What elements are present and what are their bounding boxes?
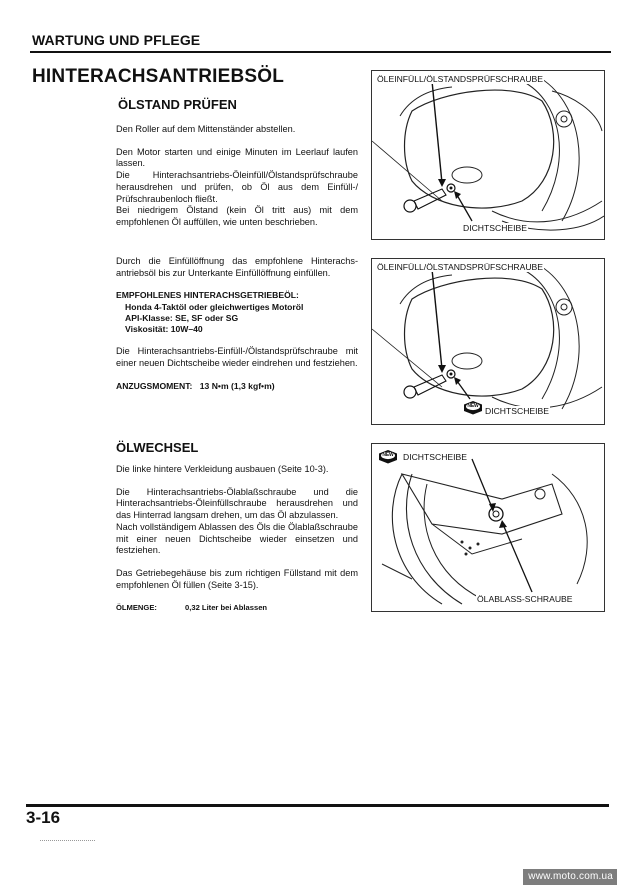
- oil-capacity-spec: [116, 602, 358, 614]
- figure-label-drain-bolt: ÖLABLASS-SCHRAUBE: [477, 594, 573, 604]
- footer-faint-mark: [40, 840, 95, 843]
- figure-fill-screw: [371, 70, 605, 240]
- figure-label-washer: DICHTSCHEIBE: [463, 223, 527, 233]
- oil-change-text-block: [116, 464, 358, 614]
- oil-level-text-block-1: [116, 124, 358, 229]
- scooter-illustration: [372, 71, 604, 239]
- recommended-oil-line: Viskosität: 10W–40: [125, 324, 203, 335]
- paragraph: Den Motor starten und einige Minuten im Leerlauf laufen lassen.: [116, 146, 358, 169]
- capacity-label: ÖLMENGE:: [116, 603, 157, 613]
- torque-spec: [116, 381, 358, 392]
- new-part-badge-text: NEW: [382, 452, 394, 458]
- recommended-oil-line: API-Klasse: SE, SF oder SG: [125, 312, 239, 323]
- recommended-oil-line: Honda 4-Taktöl oder gleichwertiges Motoröl: [125, 301, 304, 312]
- paragraph: Nach vollständigem Ablassen des Öls die Ölablaßschraube mit einer neuen Dichtscheibe wieder einsetzen und festziehen.: [116, 521, 358, 556]
- paragraph: Die linke hintere Verkleidung ausbauen (Seite 10-3).: [116, 464, 329, 474]
- new-part-badge: [463, 400, 483, 415]
- page-number: 3-16: [26, 808, 61, 827]
- new-part-badge: [378, 449, 398, 464]
- paragraph: Bei niedrigem Ölstand (kein Öl tritt aus) mit dem empfohlenen Öl auffüllen, wie unten beschrieben.: [116, 205, 358, 227]
- oil-level-text-block-2: [116, 256, 358, 392]
- watermark: www.moto.com.ua: [523, 869, 617, 885]
- paragraph: Das Getriebegehäuse bis zum richtigen Füllstand mit dem empfohlenen Öl füllen (Seite 3-15).: [116, 567, 358, 590]
- new-part-badge-text: NEW: [467, 403, 479, 409]
- chapter-title: WARTUNG UND PFLEGE: [32, 32, 201, 48]
- paragraph: Die Hinterachsantriebs-Ölablaßschraube und die Hinterachsantriebs-Öleinfüllschraube herausdrehen und das Hinterrad langsam drehen, um das Öl abzulassen.: [116, 486, 358, 521]
- header-rule: [30, 51, 611, 53]
- figure-label-fill-screw: ÖLEINFÜLL/ÖLSTANDSPRÜFSCHRAUBE: [377, 262, 544, 272]
- torque-value: 13 N•m (1,3 kgf•m): [199, 380, 275, 391]
- figure-fill-screw-new-washer: [371, 258, 605, 425]
- capacity-value: 0,32 Liter bei Ablassen: [185, 603, 268, 613]
- recommended-oil-label: EMPFOHLENES HINTERACHSGETRIEBEÖL:: [116, 290, 299, 301]
- torque-label: ANZUGSMOMENT:: [116, 380, 193, 391]
- oil-change-heading: ÖLWECHSEL: [116, 440, 199, 455]
- section-title: HINTERACHSANTRIEBSÖL: [32, 66, 285, 87]
- paragraph: Die Hinterachsantriebs-Öleinfüll/Ölstandsprüfschraube herausdrehen und prüfen, ob Öl aus dem Einfüll-/ Prüfschraubenloch fließt.: [116, 170, 358, 204]
- paragraph: Durch die Einfüllöffnung das empfohlene Hinterachs-antriebsöl bis zur Unterkante Einfüllöffnung einfüllen.: [116, 256, 358, 278]
- figure-label-fill-screw: ÖLEINFÜLL/ÖLSTANDSPRÜFSCHRAUBE: [377, 74, 544, 84]
- scooter-illustration: [372, 259, 604, 424]
- oil-level-heading: ÖLSTAND PRÜFEN: [118, 97, 237, 112]
- figure-label-washer: DICHTSCHEIBE: [403, 452, 467, 462]
- figure-label-washer: DICHTSCHEIBE: [485, 406, 549, 416]
- footer-rule: [26, 804, 609, 807]
- paragraph: Die Hinterachsantriebs-Einfüll-/Ölstandsprüfschraube mit einer neuen Dichtscheibe wieder eindrehen und festziehen.: [116, 346, 358, 368]
- figure-drain-bolt: [371, 443, 605, 612]
- paragraph: Den Roller auf dem Mittenständer abstellen.: [116, 124, 296, 134]
- rear-wheel-illustration: [372, 444, 604, 611]
